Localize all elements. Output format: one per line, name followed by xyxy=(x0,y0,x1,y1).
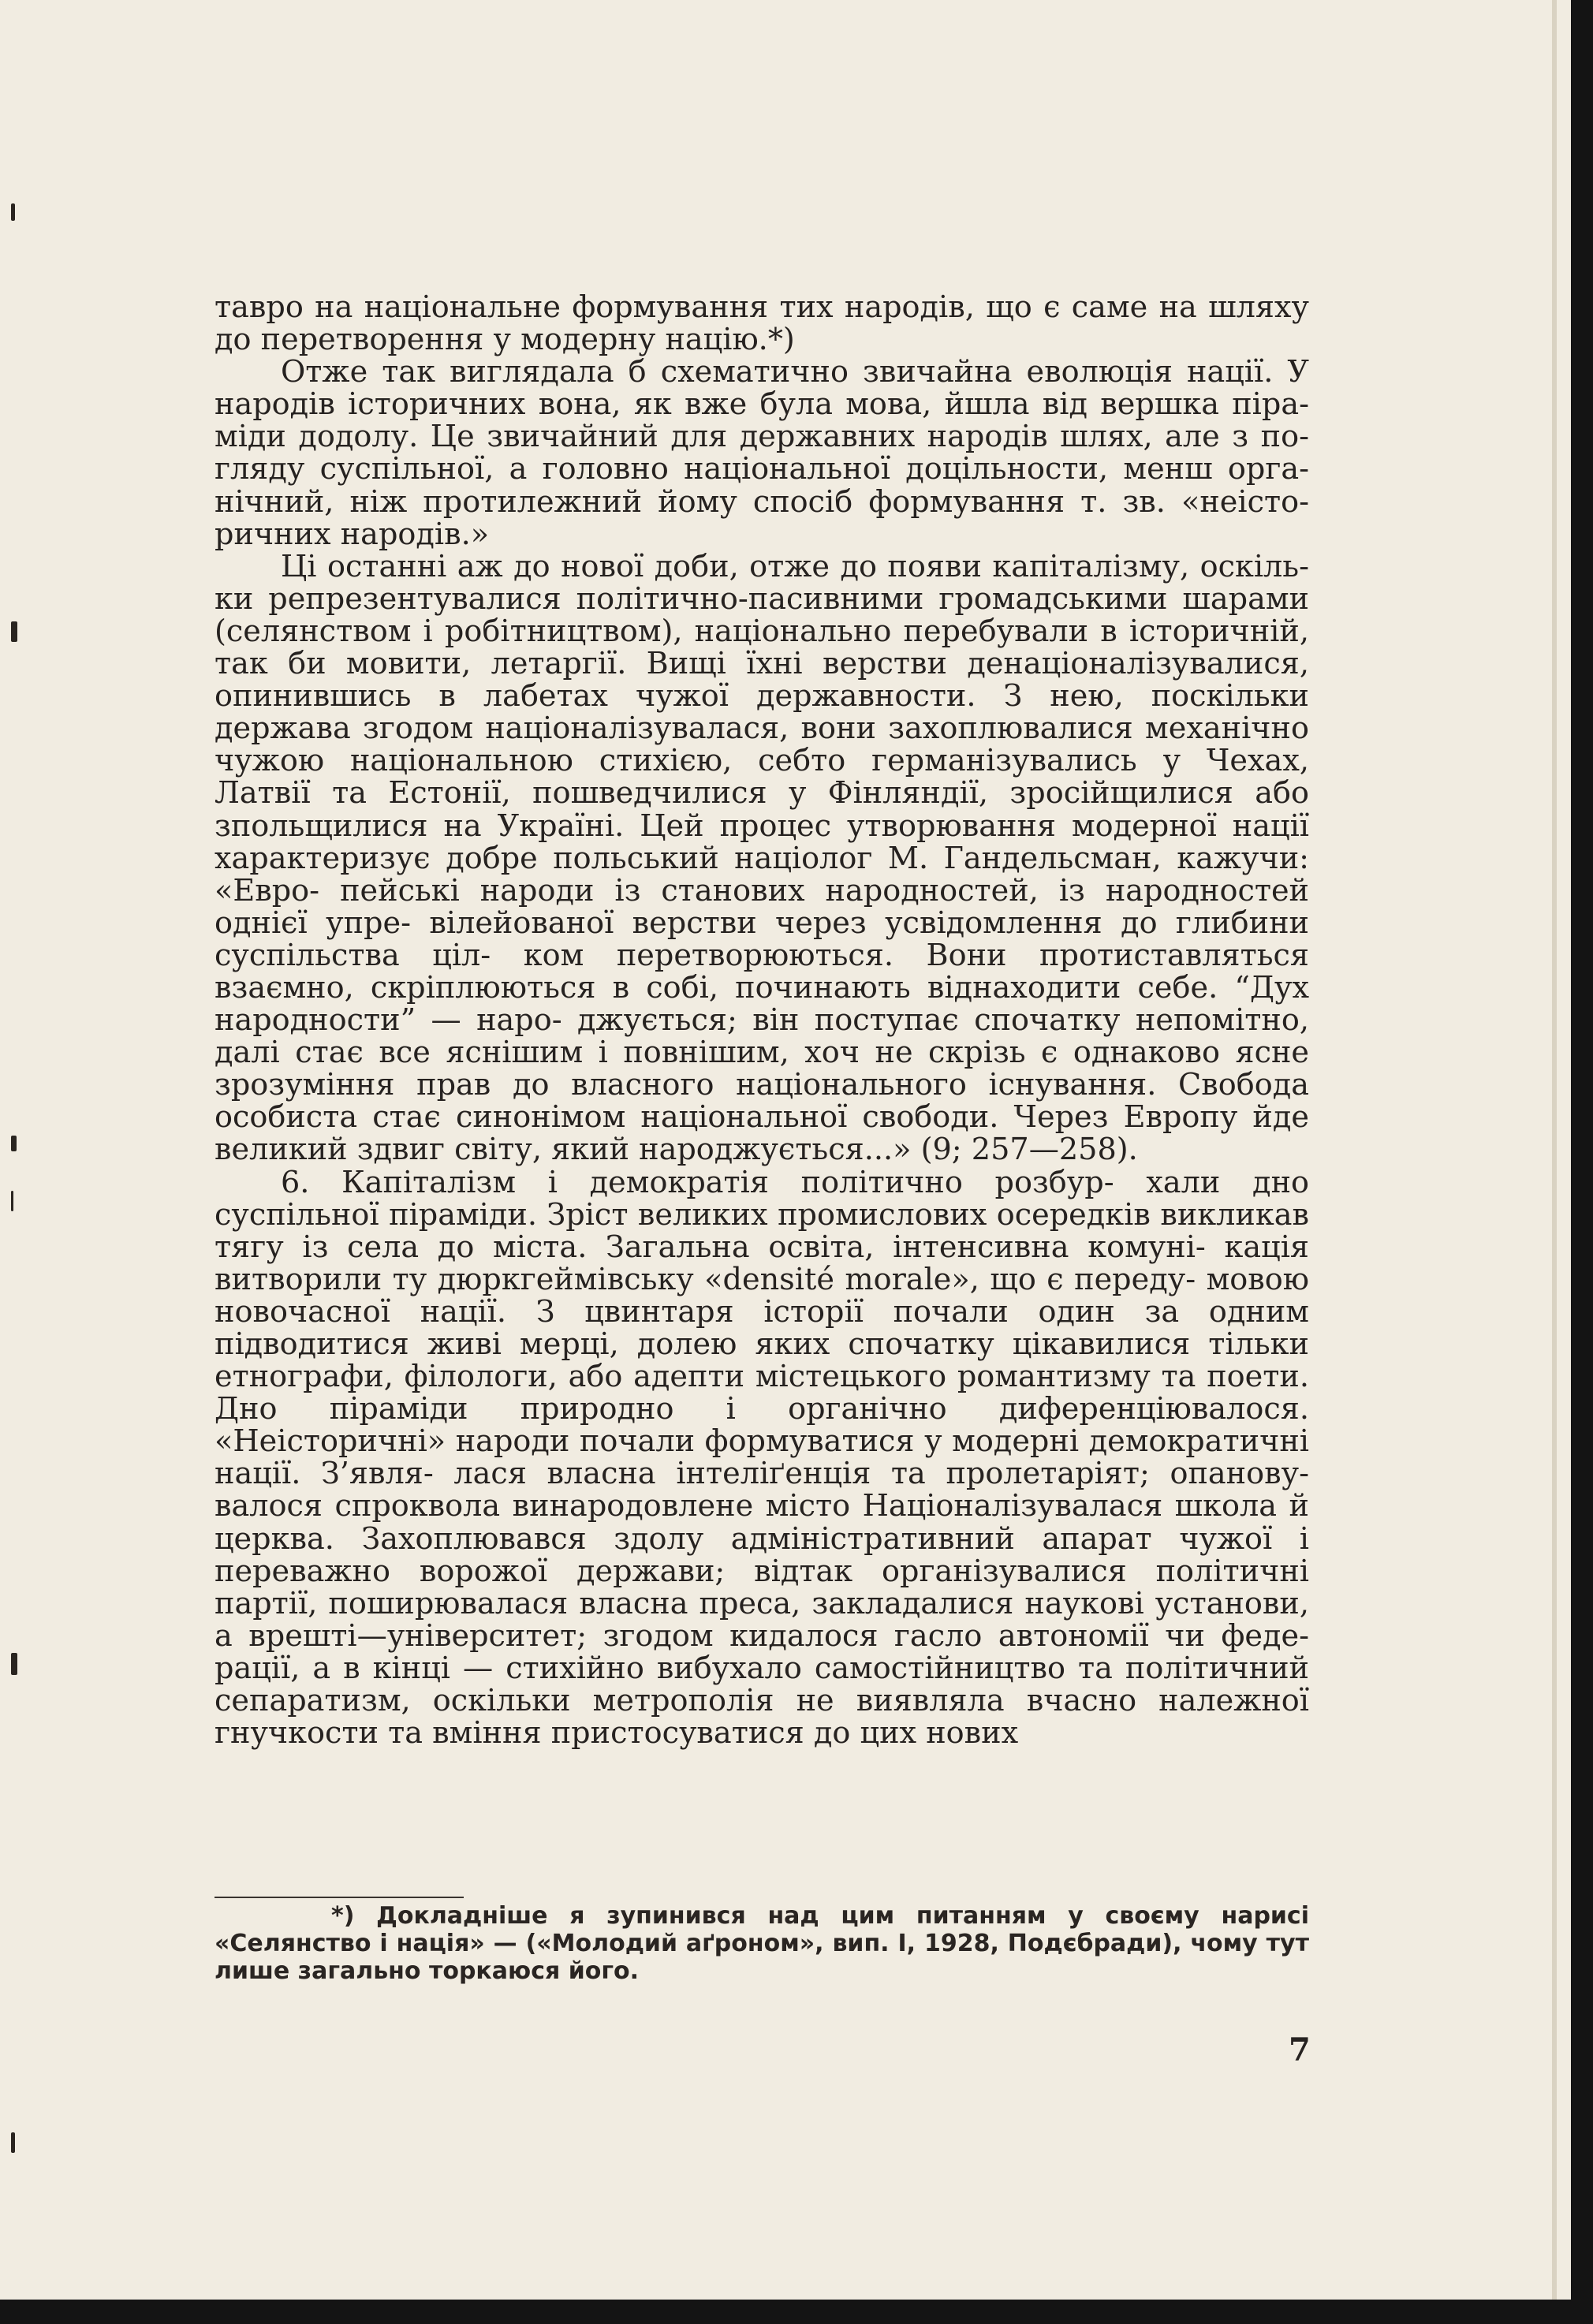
text-line: так би мовити, летаргії. Вищі їхні верстви денаціоналізувалися, xyxy=(215,647,1309,682)
margin-mark xyxy=(11,2132,15,2153)
text-line: національною стихією, себто германізувались у Чехах, Латвії та xyxy=(215,744,1310,811)
text-line: Отже так виглядала б схематично звичайна еволюція нації. xyxy=(281,355,1274,390)
page-edge-line xyxy=(1552,0,1557,2300)
text-line: ричних народів.» xyxy=(215,517,490,552)
text-line: валося спроквола винародовлене місто Націоналізувалася школа xyxy=(215,1489,1278,1524)
text-line: а врешті—університет; згодом кидалося гасло автономії чи феде- xyxy=(215,1618,1309,1654)
text-line: хали дно суспільної піраміди. Зріст великих промислових осередків xyxy=(215,1165,1310,1233)
text-line: тавро на національне формування тих народів, що є саме на шляху xyxy=(215,290,1309,325)
text-line: Дно піраміди природно і органічно диференціювалося. «Неісторичні» xyxy=(215,1392,1309,1460)
text-line: опинившись в лабетах чужої державности. З нею, поскільки держава xyxy=(215,679,1309,747)
text-line: політичний сепаратизм, оскільки метрополія не виявляла xyxy=(215,1651,1309,1719)
text-line: (селянством і робітництвом), національно перебували в історичній, xyxy=(215,614,1309,649)
text-line: добре польський націолог М. Гандельсман, кажучи: «Евро- xyxy=(215,841,1310,908)
text-line: Ці останні аж до нової доби, отже до появи капіталізму, оскіль- xyxy=(281,549,1309,584)
paragraph xyxy=(215,356,1309,551)
text-line: 6. Капіталізм і демократія політично розбур- xyxy=(281,1165,1114,1200)
text-line: міди додолу. Це звичайний для державних народів шлях, але з по- xyxy=(215,420,1309,455)
text-line: партії, поширювалася власна преса, закладалися наукові установи, xyxy=(215,1586,1309,1621)
text-line: нічний, ніж протилежний йому спосіб формування т. зв. «неісто- xyxy=(215,484,1309,520)
text-line: Естонії, пошведчилися у Фінляндії, зросійщилися або зпольщилися xyxy=(215,776,1310,844)
text-line: власного національного існування. Свобода особиста стає синонімом xyxy=(215,1068,1309,1136)
text-line: рації, а в кінці — стихійно вибухало самостійництво та xyxy=(215,1651,1113,1686)
text-line: мовою новочасної нації. З цвинтаря історії почали один за одним xyxy=(215,1262,1309,1330)
scan-border-bottom xyxy=(0,2300,1593,2324)
margin-mark xyxy=(11,1191,13,1211)
footnote: *) Докладніше я зупинився над цим питанням у своєму нарисі «Селянство і нація» — («Молодий аґроном», вип. I, 1928, Подєбради), чому тут лише загально торкаюся його. xyxy=(215,1902,1309,1985)
text-line: до перетворення у модерну націю.*) xyxy=(215,323,795,358)
text-line: народжується...» (9; 257—258). xyxy=(639,1132,1138,1168)
scan-border-right xyxy=(1571,0,1593,2324)
paragraph xyxy=(215,551,1309,1167)
paragraph xyxy=(215,292,1309,356)
text-line: згодом націоналізувалася, вони захоплювалися механічно чужою xyxy=(215,711,1309,779)
text-line: підводитися живі мерці, долею яких спочатку цікавилися тільки xyxy=(215,1327,1309,1362)
text-line: У народів історичних вона, як вже була мова, йшла від вершка піра- xyxy=(215,355,1309,423)
margin-mark xyxy=(11,1653,17,1675)
text-line: і повнішим, хоч не скрізь є однаково ясне зрозуміння прав до xyxy=(215,1035,1310,1103)
text-line: вілейованої верстви через усвідомлення до глибини суспільства ціл- xyxy=(215,905,1309,973)
text-line: народи почали формуватися у модерні демократичні нації. З’явля- xyxy=(215,1424,1309,1492)
text-line: джується; він поступає спочатку непомітно, далі стає все яснішим xyxy=(215,1003,1310,1071)
paragraph xyxy=(215,1167,1309,1751)
text-line: ком перетворюються. Вони протиставляться взаємно, скріплюються xyxy=(215,938,1310,1005)
margin-mark xyxy=(11,1136,17,1151)
text-line: й церква. Захоплювався здолу адміністративний апарат чужої xyxy=(215,1489,1309,1557)
page-number: 7 xyxy=(1289,2031,1311,2068)
margin-mark xyxy=(11,621,17,642)
text-line: етнографи, філологи, або адепти містецького романтизму та поети. xyxy=(215,1360,1309,1395)
text-line: пейські народи із станових народностей, із народностей однієї упре- xyxy=(215,873,1310,941)
text-line: ки репрезентувалися політично-пасивними громадськими шарами xyxy=(215,581,1309,617)
text-line: в собі, починають віднаходити себе. “Дух народности” — наро- xyxy=(215,970,1310,1039)
text-line: національної свободи. Через Европу йде великий здвиг світу, який xyxy=(215,1100,1309,1168)
text-line: і переважно ворожої держави; відтак організувалися політичні xyxy=(215,1521,1309,1589)
text-line: лася власна інтеліґенція та пролетаріят; опанову- xyxy=(453,1457,1309,1492)
footnote-divider xyxy=(215,1897,464,1898)
text-line: викликав тягу із села до міста. Загальна освіта, інтенсивна комуні- xyxy=(215,1197,1309,1265)
text-line: вчасно належної гнучкости та вміння пристосуватися до цих нових xyxy=(215,1684,1309,1751)
margin-mark xyxy=(11,203,15,221)
text-line: гляду суспільної, а головно національної доцільности, менш орга- xyxy=(215,452,1309,487)
body-text xyxy=(215,292,1309,1750)
text-line: на Україні. Цей процес утворювання модерної нації характеризує xyxy=(215,808,1310,876)
text-line: кація витворили ту дюркгеймівську «densité morale», що є переду- xyxy=(215,1229,1309,1297)
